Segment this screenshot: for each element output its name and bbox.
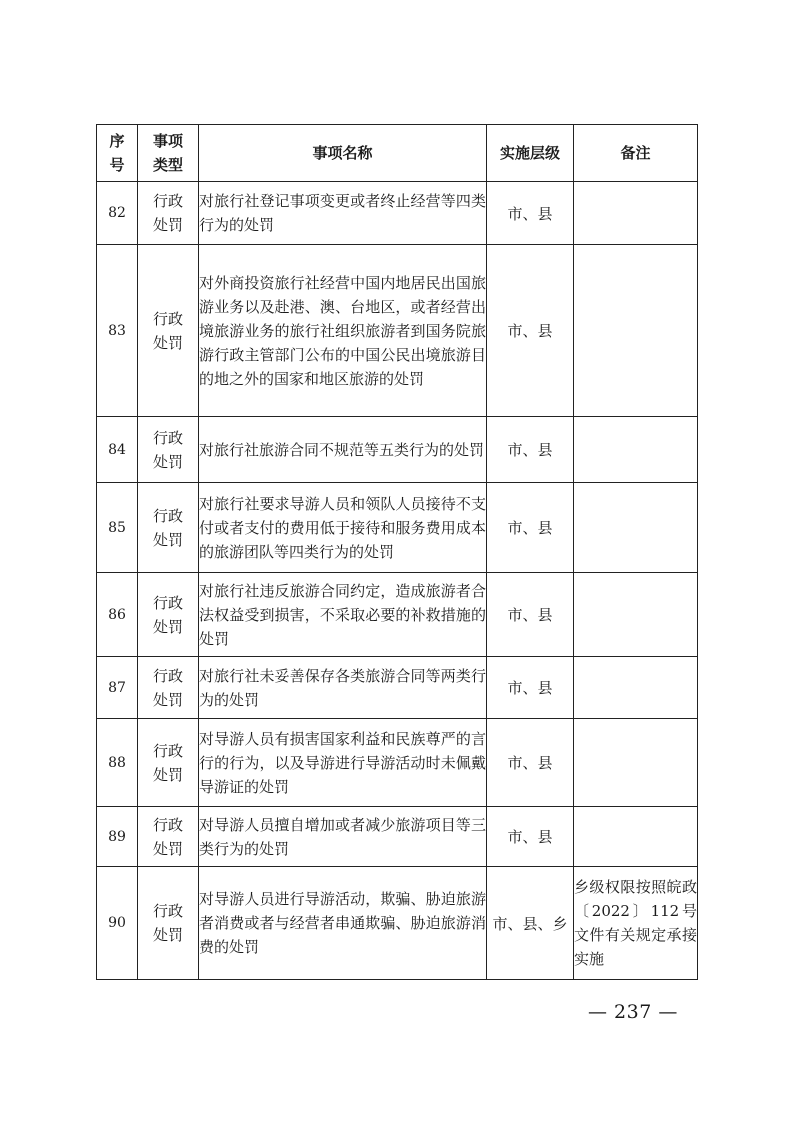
row-level: 市、县 [487,657,574,719]
table-row [97,245,698,417]
row-seq: 82 [97,182,138,245]
table-row [97,417,698,483]
row-seq: 89 [97,807,138,867]
table-row [97,182,698,245]
row-note [574,573,698,657]
row-type: 行政 处罚 [138,719,199,807]
row-level: 市、县 [487,182,574,245]
row-name: 对旅行社登记事项变更或者终止经营等四类行为的处罚 [199,182,487,245]
row-name: 对旅行社未妥善保存各类旅游合同等两类行为的处罚 [199,657,487,719]
table-row [97,719,698,807]
row-type: 行政 处罚 [138,807,199,867]
table-row [97,867,698,980]
row-level: 市、县 [487,719,574,807]
row-note [574,245,698,417]
header-type: 事项 类型 [138,125,199,182]
row-note: 乡级权限按照皖政〔2022〕112号文件有关规定承接实施 [574,867,698,980]
page-number: — 237 — [588,1001,678,1023]
table-row [97,657,698,719]
header-row [97,125,698,182]
row-seq: 87 [97,657,138,719]
row-level: 市、县、乡 [487,867,574,980]
row-name: 对导游人员进行导游活动，欺骗、胁迫旅游者消费或者与经营者串通欺骗、胁迫旅游消费的处罚 [199,867,487,980]
row-type: 行政 处罚 [138,867,199,980]
row-name: 对旅行社要求导游人员和领队人员接待不支付或者支付的费用低于接待和服务费用成本的旅游团队等四类行为的处罚 [199,483,487,573]
row-seq: 90 [97,867,138,980]
row-level: 市、县 [487,483,574,573]
row-seq: 85 [97,483,138,573]
row-seq: 86 [97,573,138,657]
row-name: 对导游人员有损害国家利益和民族尊严的言行的行为，以及导游进行导游活动时未佩戴导游证的处罚 [199,719,487,807]
row-note [574,417,698,483]
row-level: 市、县 [487,807,574,867]
table-row [97,483,698,573]
table-row [97,807,698,867]
row-note [574,657,698,719]
row-note [574,483,698,573]
header-note: 备注 [574,125,698,182]
row-type: 行政 处罚 [138,573,199,657]
items-table [96,124,698,980]
row-note [574,182,698,245]
header-seq: 序 号 [97,125,138,182]
row-level: 市、县 [487,245,574,417]
row-seq: 84 [97,417,138,483]
header-level: 实施层级 [487,125,574,182]
row-type: 行政 处罚 [138,483,199,573]
row-level: 市、县 [487,573,574,657]
row-name: 对旅行社违反旅游合同约定，造成旅游者合法权益受到损害，不采取必要的补救措施的处罚 [199,573,487,657]
row-name: 对导游人员擅自增加或者减少旅游项目等三类行为的处罚 [199,807,487,867]
row-seq: 88 [97,719,138,807]
row-note [574,807,698,867]
row-type: 行政 处罚 [138,245,199,417]
row-type: 行政 处罚 [138,182,199,245]
row-seq: 83 [97,245,138,417]
row-type: 行政 处罚 [138,657,199,719]
row-name: 对外商投资旅行社经营中国内地居民出国旅游业务以及赴港、澳、台地区，或者经营出境旅游业务的旅行社组织旅游者到国务院旅游行政主管部门公布的中国公民出境旅游目的地之外的国家和地区旅游的处罚 [199,245,487,417]
row-type: 行政 处罚 [138,417,199,483]
row-note [574,719,698,807]
header-name: 事项名称 [199,125,487,182]
row-level: 市、县 [487,417,574,483]
row-name: 对旅行社旅游合同不规范等五类行为的处罚 [199,417,487,483]
table-row [97,573,698,657]
